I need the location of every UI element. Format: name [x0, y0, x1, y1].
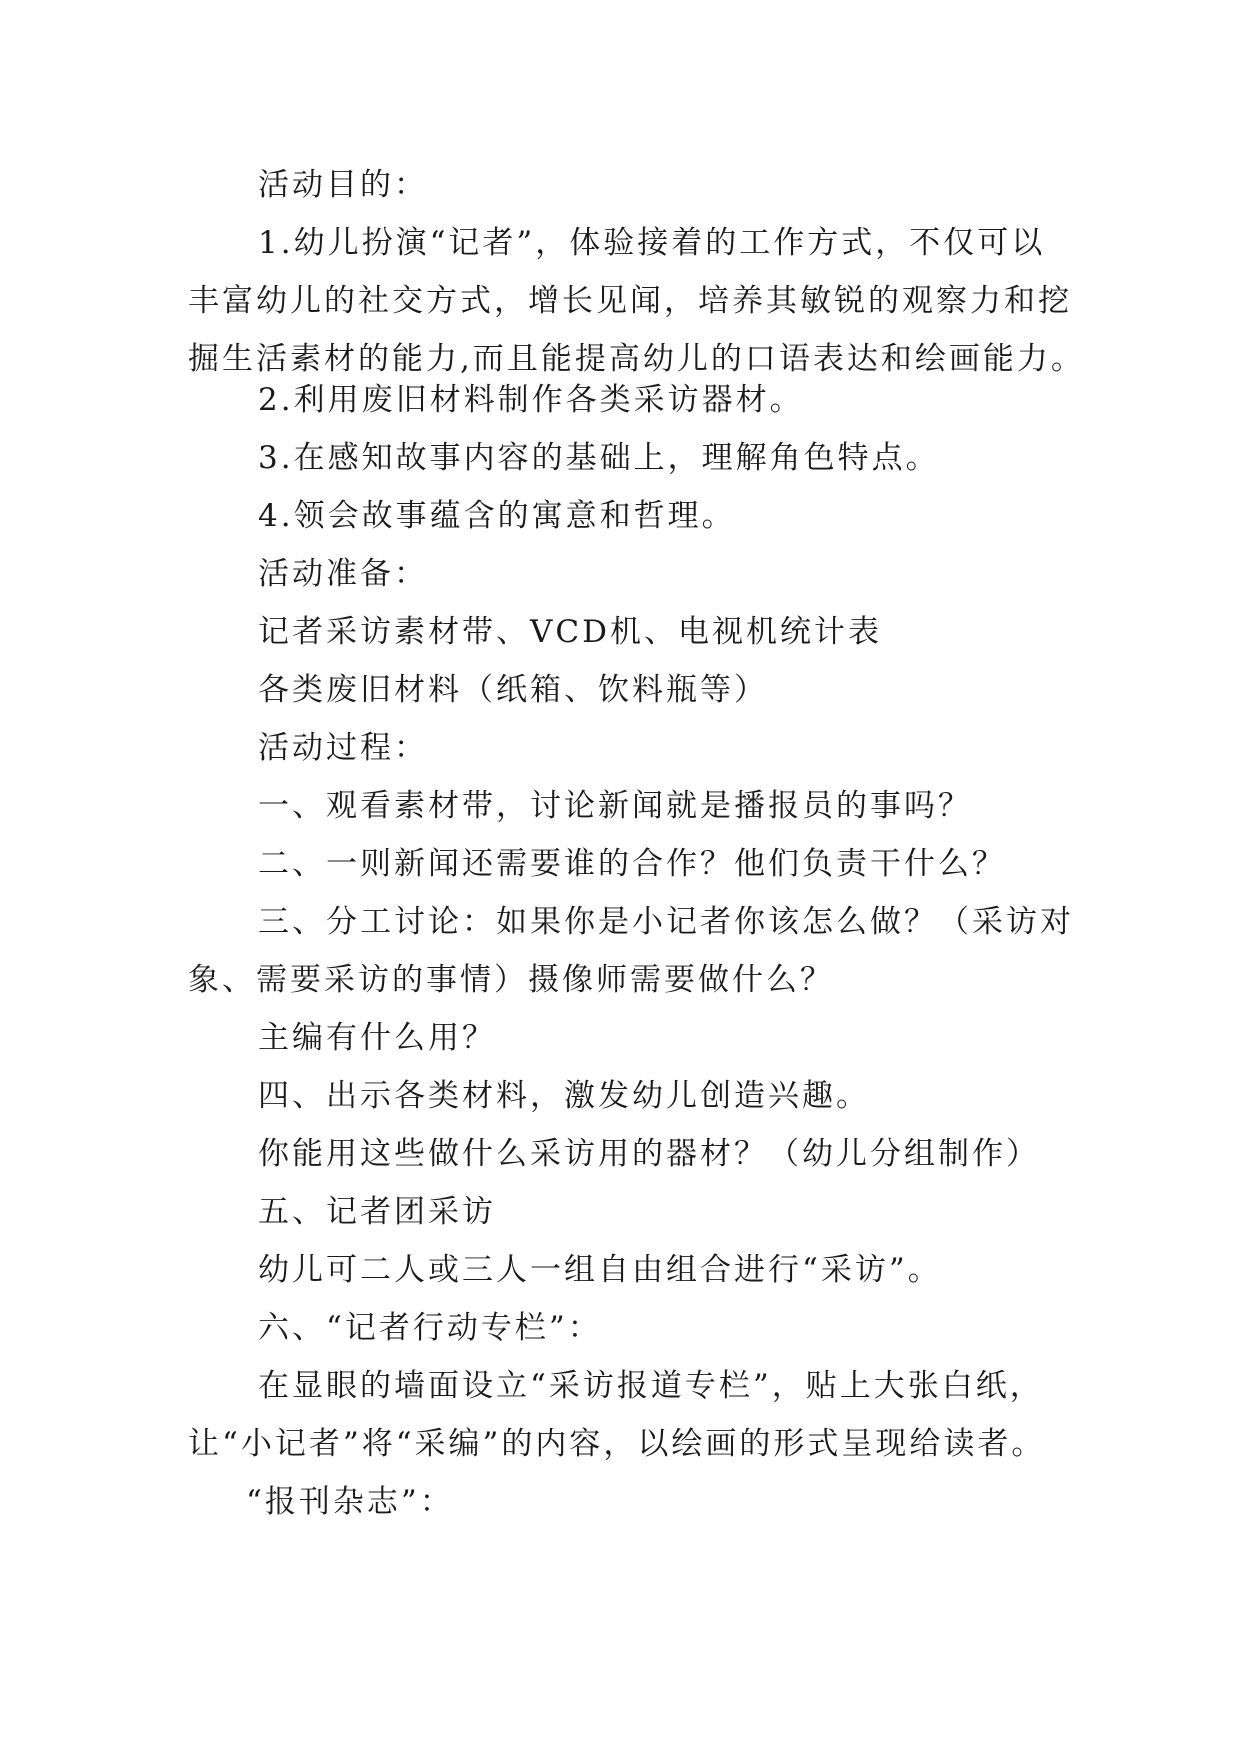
- text-line: 一、观看素材带，讨论新闻就是播报员的事吗？: [258, 788, 972, 824]
- text-line: 幼儿可二人或三人一组自由组合进行“采访”。: [258, 1252, 942, 1288]
- process-step-6-note: [188, 1357, 1060, 1473]
- text-line: 1.幼儿扮演“记者”，体验接着的工作方式，不仅可以: [258, 225, 1046, 261]
- text-line: “报刊杂志”：: [246, 1484, 454, 1520]
- text-line: 活动目的：: [258, 167, 428, 203]
- process-step-4: [188, 1067, 1060, 1125]
- process-step-1: [188, 777, 1060, 835]
- text-line: 在显眼的墙面设立“采访报道专栏”，贴上大张白纸，: [258, 1368, 1044, 1404]
- text-line: 你能用这些做什么采访用的器材？（幼儿分组制作）: [258, 1136, 1040, 1172]
- text-line: 2.利用废旧材料制作各类采访器材。: [258, 382, 804, 418]
- text-line: 主编有什么用？: [258, 1020, 496, 1056]
- prep-item-1: [188, 603, 1060, 661]
- process-step-6-magazine: [188, 1473, 1060, 1531]
- prep-heading: [188, 545, 1060, 603]
- process-step-3: [188, 893, 1074, 1009]
- text-line: 活动过程：: [258, 730, 428, 766]
- text-line: 丰富幼儿的社交方式，增长见闻，培养其敏锐的观察力和挖: [188, 283, 1072, 319]
- process-heading: [188, 719, 1060, 777]
- text-line: 记者采访素材带、VCD机、电视机统计表: [258, 614, 882, 650]
- text-line: 4.领会故事蕴含的寓意和哲理。: [258, 498, 736, 534]
- goal-item-1: [188, 214, 1085, 388]
- text-line: 3.在感知故事内容的基础上，理解角色特点。: [258, 440, 940, 476]
- goal-item-4: [188, 487, 1060, 545]
- prep-item-2: [188, 661, 1060, 719]
- text-line: 掘生活素材的能力,而且能提高幼儿的口语表达和绘画能力。: [188, 341, 1085, 377]
- text-line: 让“小记者”将“采编”的内容，以绘画的形式呈现给读者。: [188, 1426, 1046, 1462]
- text-line: 二、一则新闻还需要谁的合作？他们负责干什么？: [258, 846, 1006, 882]
- text-line: 活动准备：: [258, 556, 428, 592]
- text-line: 各类废旧材料（纸箱、饮料瓶等）: [258, 672, 768, 708]
- text-line: 六、“记者行动专栏”：: [258, 1310, 602, 1346]
- process-step-3-note: [188, 1009, 1060, 1067]
- text-line: 象、需要采访的事情）摄像师需要做什么？: [188, 962, 834, 998]
- process-step-5: [188, 1183, 1060, 1241]
- goal-item-3: [188, 429, 1060, 487]
- goal-heading: [188, 156, 1060, 214]
- text-line: 三、分工讨论：如果你是小记者你该怎么做？（采访对: [258, 904, 1074, 940]
- text-line: 四、出示各类材料，激发幼儿创造兴趣。: [258, 1078, 870, 1114]
- process-step-5-note: [188, 1241, 1060, 1299]
- process-step-6: [188, 1299, 1060, 1357]
- process-step-2: [188, 835, 1060, 893]
- process-step-4-note: [188, 1125, 1060, 1183]
- text-line: 五、记者团采访: [258, 1194, 496, 1230]
- goal-item-2: [188, 371, 1060, 429]
